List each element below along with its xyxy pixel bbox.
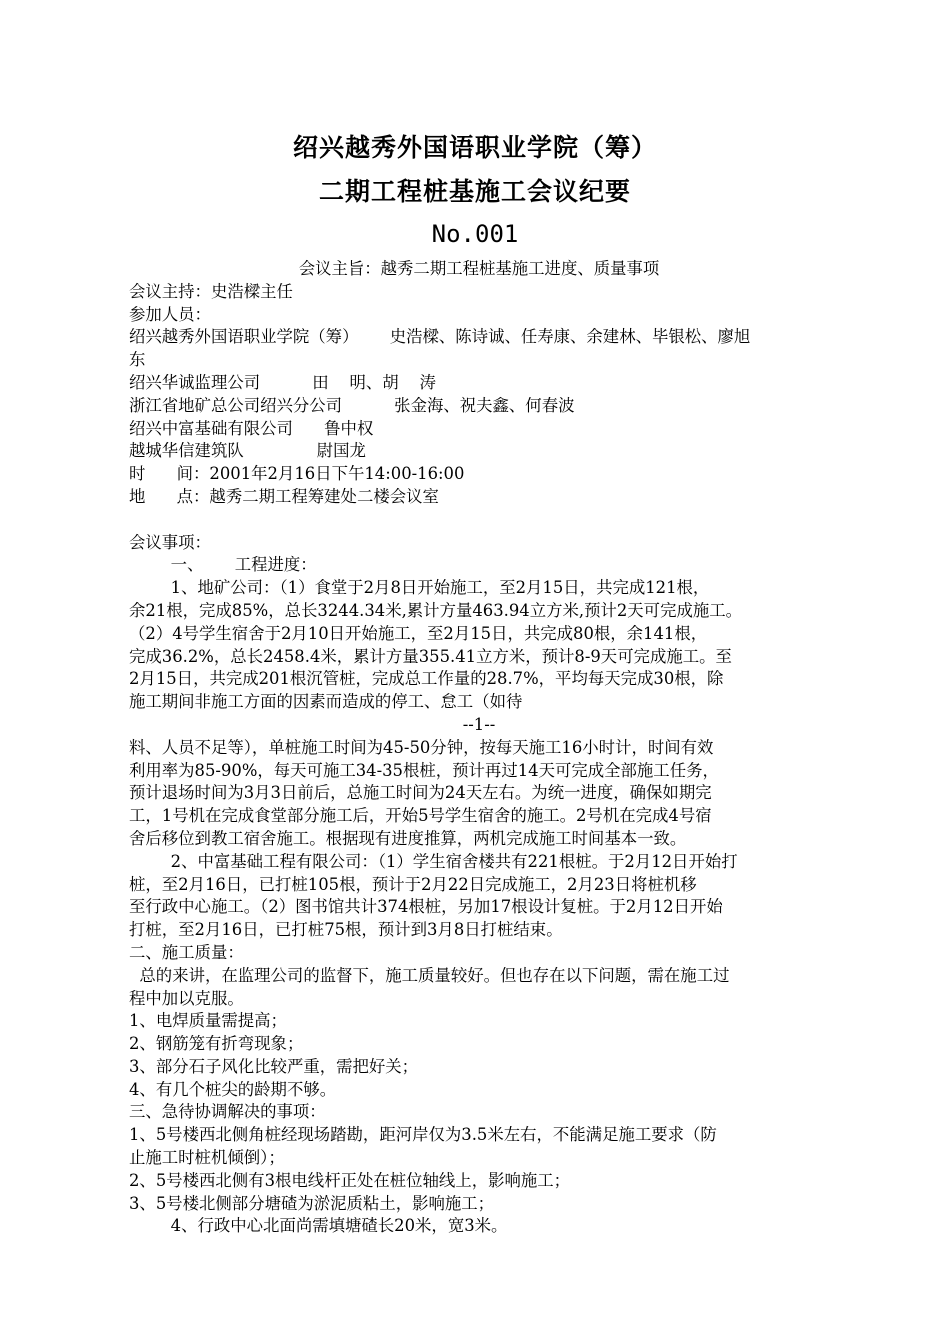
attendee-line: 东	[129, 350, 146, 370]
list-item: 4、有几个桩尖的龄期不够。	[129, 1079, 337, 1099]
paragraph-line: 料、人员不足等），单桩施工时间为45-50分钟，按每天施工16小时计，时间有效	[129, 737, 714, 757]
section1-heading: 一、 工程进度：	[129, 555, 317, 575]
list-item: 4、行政中心北面尚需填塘碴长20米，宽3米。	[129, 1216, 508, 1236]
list-item: 3、部分石子风化比较严重，需把好关；	[129, 1056, 419, 1076]
list-item: 止施工时桩机倾倒）；	[129, 1148, 285, 1168]
paragraph-line: 1、地矿公司：（1）食堂于2月8日开始施工，至2月15日，共完成121根，	[129, 578, 710, 598]
list-item: 2、5号楼西北侧有3根电线杆正处在桩位轴线上，影响施工；	[129, 1170, 571, 1190]
paragraph-line: 完成36.2%，总长2458.4米，累计方量355.41立方米，预计8-9天可完成施工。至	[129, 646, 732, 666]
attendee-line: 浙江省地矿总公司绍兴分公司 张金海、祝夫鑫、何春波	[129, 395, 575, 415]
paragraph-line: 桩，至2月16日，已打桩105根，预计于2月22日完成施工，2月23日将桩机移	[129, 874, 697, 894]
document-title-line1: 绍兴越秀外国语职业学院（筹）	[292, 133, 657, 162]
list-item: 1、5号楼西北侧角桩经现场踏勘，距河岸仅为3.5米左右，不能满足施工要求（防	[129, 1125, 717, 1145]
paragraph-line: 打桩，至2月16日，已打桩75根，预计到3月8日打桩结束。	[129, 920, 563, 940]
document-number: No.001	[431, 220, 519, 248]
page-marker: --1--	[462, 714, 496, 734]
attendee-line: 越城华信建筑队 尉国龙	[129, 441, 366, 461]
paragraph-line: 余21根，完成85%，总长3244.34米,累计方量463.94立方米,预计2天可完成施工。	[129, 600, 743, 620]
paragraph-line: 至行政中心施工。（2）图书馆共计374根桩，另加17根设计复桩。于2月12日开始	[129, 897, 723, 917]
document-body	[129, 258, 829, 1238]
paragraph-line: 舍后移位到教工宿舍施工。根据现有进度推算，两机完成施工时间基本一致。	[129, 828, 687, 848]
list-item: 2、钢筋笼有折弯现象；	[129, 1034, 304, 1054]
document-title-line2: 二期工程桩基施工会议纪要	[318, 177, 631, 206]
paragraph-line: 利用率为85-90%，每天可施工34-35根桩，预计再过14天可完成全部施工任务，	[129, 760, 719, 780]
meeting-purpose: 会议主旨：越秀二期工程桩基施工进度、质量事项	[298, 259, 660, 278]
meeting-items-label: 会议事项：	[129, 532, 211, 552]
attendee-line: 绍兴越秀外国语职业学院（筹） 史浩樑、陈诗诚、任寿康、余建林、毕银松、廖旭	[129, 327, 751, 347]
section3-heading: 三、急待协调解决的事项：	[129, 1102, 326, 1122]
meeting-place: 地 点：越秀二期工程筹建处二楼会议室	[129, 486, 439, 506]
paragraph-line: （2）4号学生宿舍于2月10日开始施工，至2月15日，共完成80根，余141根，	[129, 623, 708, 643]
paragraph-line: 总的来讲，在监理公司的监督下，施工质量较好。但也存在以下问题，需在施工过	[129, 965, 730, 985]
meeting-time: 时 间：2001年2月16日下午14:00-16:00	[129, 464, 465, 484]
paragraph-line: 工，1号机在完成食堂部分施工后，开始5号学生宿舍的施工。2号机在完成4号宿	[129, 806, 712, 826]
paragraph-line: 预计退场时间为3月3日前后，总施工时间为24天左右。为统一进度，确保如期完	[129, 783, 712, 803]
meeting-host: 会议主持：史浩樑主任	[129, 281, 293, 301]
paragraph-line: 2月15日，共完成201根沉管桩，完成总工作量的28.7%，平均每天完成30根，除	[129, 669, 724, 689]
attendee-line: 绍兴中富基础有限公司 鲁中权	[129, 418, 374, 438]
attendees-label: 参加人员：	[129, 304, 211, 324]
list-item: 1、电焊质量需提高；	[129, 1011, 287, 1031]
paragraph-line: 2、中富基础工程有限公司：（1）学生宿舍楼共有221根桩。于2月12日开始打	[129, 851, 738, 871]
paragraph-line: 施工期间非施工方面的因素而造成的停工、怠工（如待	[129, 692, 523, 712]
section2-heading: 二、施工质量：	[129, 942, 244, 962]
list-item: 3、5号楼北侧部分塘碴为淤泥质粘土，影响施工；	[129, 1193, 495, 1213]
paragraph-line: 程中加以克服。	[129, 988, 244, 1008]
attendee-line: 绍兴华诚监理公司 田 明、胡 涛	[129, 372, 436, 392]
